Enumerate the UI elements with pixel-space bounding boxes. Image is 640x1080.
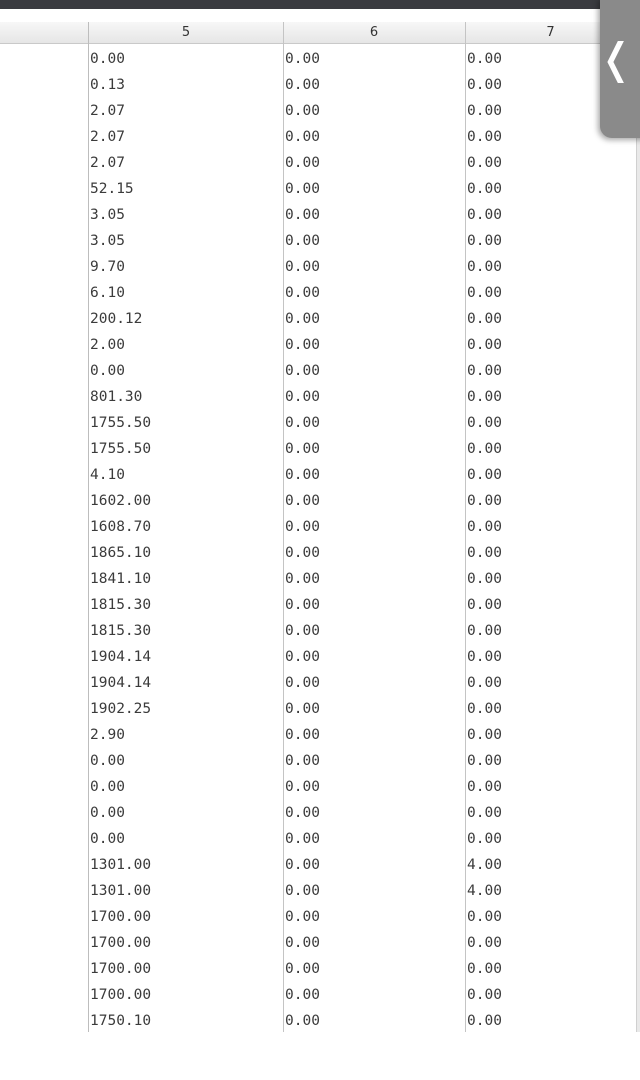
table-row (0, 178, 640, 204)
spreadsheet[interactable] (0, 22, 640, 1042)
table-cell-col-5[interactable]: 1700.00 (90, 909, 152, 925)
table-row (0, 828, 640, 854)
table-cell-col-6[interactable]: 0.00 (285, 753, 320, 769)
table-cell-col-6[interactable]: 0.00 (285, 779, 320, 795)
column-header-5[interactable]: 5 (181, 25, 191, 40)
table-cell-col-7[interactable]: 0.00 (467, 727, 502, 743)
table-row (0, 230, 640, 256)
table-cell-col-6[interactable]: 0.00 (285, 77, 320, 93)
table-cell-col-5[interactable]: 200.12 (90, 311, 143, 327)
table-row (0, 126, 640, 152)
table-cell-col-5[interactable]: 0.00 (90, 805, 125, 821)
table-row (0, 204, 640, 230)
table-cell-col-6[interactable]: 0.00 (285, 51, 320, 67)
table-row (0, 386, 640, 412)
table-row (0, 750, 640, 776)
table-row (0, 360, 640, 386)
table-cell-col-5[interactable]: 3.05 (90, 233, 125, 249)
table-cell-col-5[interactable]: 0.13 (90, 77, 125, 93)
table-row (0, 74, 640, 100)
table-cell-col-5[interactable]: 1841.10 (90, 571, 152, 587)
table-cell-col-6[interactable]: 0.00 (285, 233, 320, 249)
table-cell-col-6[interactable]: 0.00 (285, 909, 320, 925)
table-row (0, 724, 640, 750)
table-cell-col-6[interactable]: 0.00 (285, 103, 320, 119)
table-cell-col-7[interactable]: 0.00 (467, 519, 502, 535)
table-row (0, 620, 640, 646)
table-cell-col-6[interactable]: 0.00 (285, 961, 320, 977)
table-cell-col-7[interactable]: 0.00 (467, 753, 502, 769)
table-cell-col-5[interactable]: 2.07 (90, 103, 125, 119)
table-row (0, 854, 640, 880)
table-cell-col-7[interactable]: 0.00 (467, 77, 502, 93)
table-cell-col-6[interactable]: 0.00 (285, 207, 320, 223)
table-cell-col-6[interactable]: 0.00 (285, 597, 320, 613)
table-cell-col-5[interactable]: 0.00 (90, 779, 125, 795)
table-cell-col-6[interactable]: 0.00 (285, 493, 320, 509)
table-row (0, 48, 640, 74)
table-cell-col-6[interactable]: 0.00 (285, 155, 320, 171)
table-cell-col-5[interactable]: 6.10 (90, 285, 125, 301)
table-cell-col-6[interactable]: 0.00 (285, 571, 320, 587)
table-cell-col-6[interactable]: 0.00 (285, 857, 320, 873)
table-cell-col-6[interactable]: 0.00 (285, 129, 320, 145)
table-row (0, 1010, 640, 1036)
table-cell-col-5[interactable]: 1755.50 (90, 415, 152, 431)
table-cell-col-6[interactable]: 0.00 (285, 805, 320, 821)
table-cell-col-7[interactable]: 0.00 (467, 155, 502, 171)
table-row (0, 334, 640, 360)
table-row (0, 958, 640, 984)
table-cell-col-6[interactable]: 0.00 (285, 519, 320, 535)
top-bar (0, 0, 640, 9)
column-header-6[interactable]: 6 (369, 25, 379, 40)
table-cell-col-5[interactable]: 1815.30 (90, 623, 152, 639)
table-cell-col-5[interactable]: 3.05 (90, 207, 125, 223)
table-cell-col-6[interactable]: 0.00 (285, 181, 320, 197)
next-column-edge (636, 22, 640, 1032)
table-cell-col-7[interactable]: 0.00 (467, 311, 502, 327)
table-row (0, 490, 640, 516)
table-cell-col-7[interactable]: 0.00 (467, 831, 502, 847)
table-row (0, 100, 640, 126)
table-cell-col-7[interactable]: 0.00 (467, 467, 502, 483)
table-cell-col-7[interactable]: 0.00 (467, 649, 502, 665)
table-cell-col-7[interactable]: 0.00 (467, 909, 502, 925)
table-row (0, 880, 640, 906)
table-cell-col-7[interactable]: 0.00 (467, 337, 502, 353)
table-cell-col-7[interactable]: 0.00 (467, 415, 502, 431)
table-cell-col-7[interactable]: 0.00 (467, 701, 502, 717)
table-cell-col-5[interactable]: 1608.70 (90, 519, 152, 535)
table-row (0, 646, 640, 672)
table-row (0, 802, 640, 828)
table-row (0, 698, 640, 724)
table-cell-col-6[interactable]: 0.00 (285, 701, 320, 717)
table-cell-col-7[interactable]: 0.00 (467, 1013, 502, 1029)
table-cell-col-7[interactable]: 0.00 (467, 987, 502, 1003)
table-cell-col-6[interactable]: 0.00 (285, 545, 320, 561)
table-cell-col-5[interactable]: 1700.00 (90, 935, 152, 951)
table-cell-col-7[interactable]: 0.00 (467, 285, 502, 301)
table-cell-col-6[interactable]: 0.00 (285, 467, 320, 483)
table-cell-col-7[interactable]: 0.00 (467, 623, 502, 639)
table-row (0, 438, 640, 464)
table-cell-col-7[interactable]: 0.00 (467, 805, 502, 821)
table-row (0, 308, 640, 334)
table-row (0, 542, 640, 568)
table-cell-col-7[interactable]: 0.00 (467, 961, 502, 977)
table-cell-col-5[interactable]: 2.00 (90, 337, 125, 353)
table-cell-col-7[interactable]: 0.00 (467, 935, 502, 951)
table-cell-col-6[interactable]: 0.00 (285, 285, 320, 301)
table-cell-col-7[interactable]: 0.00 (467, 441, 502, 457)
table-cell-col-5[interactable]: 2.07 (90, 129, 125, 145)
table-cell-col-6[interactable]: 0.00 (285, 623, 320, 639)
table-cell-col-6[interactable]: 0.00 (285, 363, 320, 379)
table-row (0, 464, 640, 490)
table-cell-col-5[interactable]: 0.00 (90, 831, 125, 847)
table-cell-col-5[interactable]: 1301.00 (90, 883, 152, 899)
table-cell-col-5[interactable]: 1750.10 (90, 1013, 152, 1029)
column-header-row (0, 22, 640, 44)
table-cell-col-5[interactable]: 1904.14 (90, 675, 152, 691)
table-cell-col-7[interactable]: 0.00 (467, 363, 502, 379)
table-cell-col-5[interactable]: 801.30 (90, 389, 143, 405)
table-cell-col-7[interactable]: 0.00 (467, 597, 502, 613)
table-row (0, 906, 640, 932)
table-cell-col-6[interactable]: 0.00 (285, 831, 320, 847)
table-cell-col-5[interactable]: 4.10 (90, 467, 125, 483)
table-cell-col-6[interactable]: 0.00 (285, 883, 320, 899)
table-cell-col-5[interactable]: 0.00 (90, 753, 125, 769)
table-row (0, 932, 640, 958)
table-cell-col-5[interactable]: 2.90 (90, 727, 125, 743)
table-row (0, 776, 640, 802)
column-header-7[interactable]: 7 (546, 25, 555, 40)
table-cell-col-7[interactable]: 0.00 (467, 103, 502, 119)
table-cell-col-7[interactable]: 0.00 (467, 675, 502, 691)
table-cell-col-5[interactable]: 0.00 (90, 363, 125, 379)
table-cell-col-7[interactable]: 4.00 (467, 883, 502, 899)
table-cell-col-6[interactable]: 0.00 (285, 415, 320, 431)
table-cell-col-7[interactable]: 0.00 (467, 129, 502, 145)
chevron-left-icon: ❬ (598, 33, 634, 83)
table-row (0, 568, 640, 594)
table-cell-col-6[interactable]: 0.00 (285, 987, 320, 1003)
table-cell-col-5[interactable]: 1755.50 (90, 441, 152, 457)
table-cell-col-6[interactable]: 0.00 (285, 675, 320, 691)
table-cell-col-5[interactable]: 1602.00 (90, 493, 152, 509)
table-cell-col-6[interactable]: 0.00 (285, 649, 320, 665)
table-row (0, 256, 640, 282)
table-row (0, 594, 640, 620)
table-cell-col-7[interactable]: 0.00 (467, 233, 502, 249)
table-row (0, 152, 640, 178)
table-cell-col-5[interactable]: 1902.25 (90, 701, 152, 717)
table-row (0, 672, 640, 698)
table-cell-col-5[interactable]: 1700.00 (90, 961, 152, 977)
table-row (0, 984, 640, 1010)
table-cell-col-7[interactable]: 0.00 (467, 181, 502, 197)
table-cell-col-5[interactable]: 52.15 (90, 181, 134, 197)
table-cell-col-6[interactable]: 0.00 (285, 727, 320, 743)
table-cell-col-5[interactable]: 2.07 (90, 155, 125, 171)
table-cell-col-6[interactable]: 0.00 (285, 311, 320, 327)
table-cell-col-6[interactable]: 0.00 (285, 337, 320, 353)
table-cell-col-5[interactable]: 1904.14 (90, 649, 152, 665)
table-cell-col-5[interactable]: 9.70 (90, 259, 125, 275)
table-cell-col-6[interactable]: 0.00 (285, 1013, 320, 1029)
table-cell-col-7[interactable]: 0.00 (467, 545, 502, 561)
table-cell-col-6[interactable]: 0.00 (285, 441, 320, 457)
table-cell-col-6[interactable]: 0.00 (285, 389, 320, 405)
table-cell-col-7[interactable]: 0.00 (467, 389, 502, 405)
table-cell-col-7[interactable]: 0.00 (467, 571, 502, 587)
table-cell-col-7[interactable]: 4.00 (467, 857, 502, 873)
table-row (0, 412, 640, 438)
back-button[interactable] (600, 0, 640, 138)
table-cell-col-7[interactable]: 0.00 (467, 779, 502, 795)
table-row (0, 282, 640, 308)
table-cell-col-5[interactable]: 0.00 (90, 51, 125, 67)
table-cell-col-5[interactable]: 1815.30 (90, 597, 152, 613)
table-cell-col-6[interactable]: 0.00 (285, 259, 320, 275)
table-cell-col-7[interactable]: 0.00 (467, 493, 502, 509)
table-cell-col-7[interactable]: 0.00 (467, 259, 502, 275)
table-cell-col-5[interactable]: 1301.00 (90, 857, 152, 873)
table-cell-col-5[interactable]: 1700.00 (90, 987, 152, 1003)
table-cell-col-7[interactable]: 0.00 (467, 51, 502, 67)
table-row (0, 516, 640, 542)
table-cell-col-5[interactable]: 1865.10 (90, 545, 152, 561)
table-cell-col-6[interactable]: 0.00 (285, 935, 320, 951)
table-cell-col-7[interactable]: 0.00 (467, 207, 502, 223)
